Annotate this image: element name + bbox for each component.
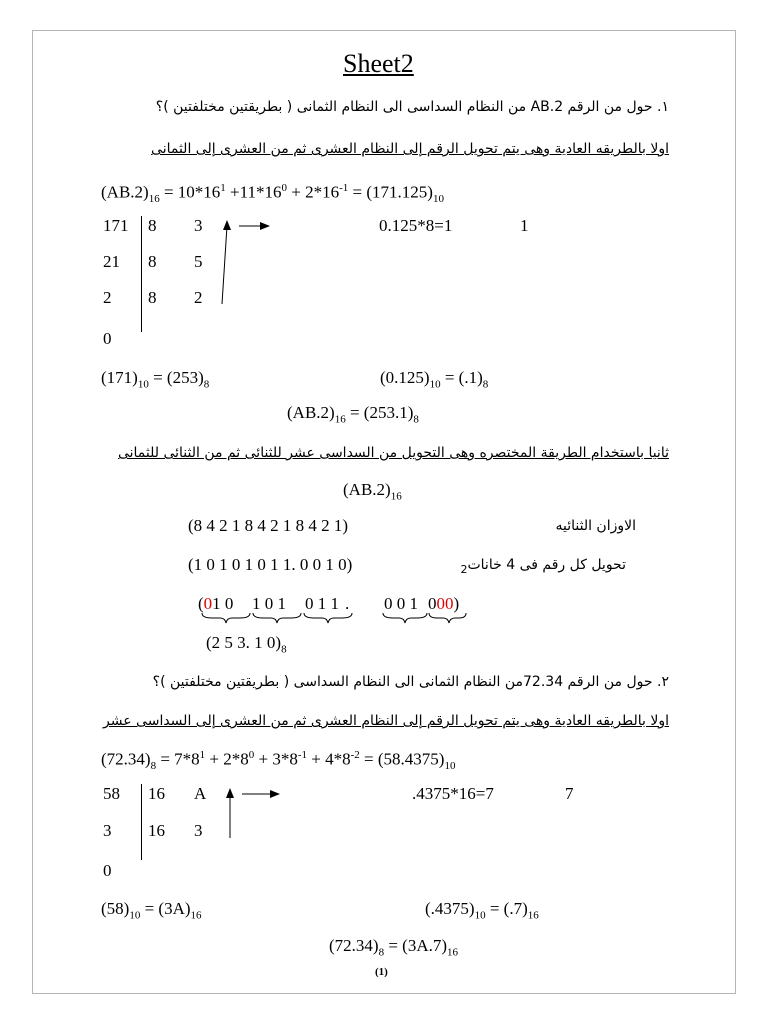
q1-fraction-digit: 1 xyxy=(520,216,529,235)
q1-binary: (1 0 1 0 1 0 1 1. 0 0 1 0) xyxy=(188,555,353,574)
q1-fraction-expr: 0.125*8=1 xyxy=(379,216,453,235)
q2-div-d2: 16 xyxy=(148,821,165,840)
q1-upward-arrow-icon xyxy=(212,218,272,308)
q2-result-frac: $(.4375)_{10} = (.7)_{16}$ xyxy=(425,899,539,922)
page-number: (1) xyxy=(375,966,388,978)
q2-question: ٢. حول من الرقم 72.34من النظام الثمانى الى النظام السداسى ( بطريقتين مختلفتين )؟ xyxy=(152,674,669,690)
q1-div-n2: 21 xyxy=(103,252,120,271)
q1-div-n3: 2 xyxy=(103,288,112,307)
q1-method2-heading: ثانيا باستخدام الطريقة المختصره وهى التحويل من السداسى عشر للثنائى ثم من الثنائى للثمانى xyxy=(117,445,669,461)
q1-group-3: 0 1 1 xyxy=(305,594,339,613)
q1-octal: (2 5 3. 1 $0)_8$ xyxy=(206,633,287,656)
q2-div-r2: 3 xyxy=(194,821,203,840)
q1-div-d3: 8 xyxy=(148,288,157,307)
q1-div-d1: 8 xyxy=(148,216,157,235)
q1-weights-label: الاوزان الثنائيه xyxy=(555,518,636,534)
q2-result-int: $(58)_{10} = (3A)_{16}$ xyxy=(101,899,202,922)
q1-method1-heading: اولا بالطريقه العادية وهى يتم تحويل الرقم إلى النظام العشرى ثم من العشرى إلى الثمانى xyxy=(151,141,669,157)
q2-final: $(72.34)_8 = (3A.7)_{16}$ xyxy=(329,936,459,959)
q2-div-r1: A xyxy=(194,784,207,803)
q1-final: $(AB.2)_{16} = (253.1)_8$ xyxy=(287,403,419,426)
q2-calc: $(72.34)_8 = 7*8^1 + 2*8^0 + 3*8^{-1} + 4*8^{-2} = (58.4375)_{10}$ xyxy=(101,749,456,773)
q1-div-r1: 3 xyxy=(194,216,203,235)
q2-division-bar xyxy=(141,784,142,860)
q1-calc: $(AB.2)_{16} = 10*16^1 +11*16^0 + 2*16^{-1} = (171.125)_{10}$ xyxy=(101,182,444,206)
q2-div-d1: 16 xyxy=(148,784,165,803)
q2-div-last: 0 xyxy=(103,861,112,880)
q2-method1-heading: اولا بالطريقه العادية وهى يتم تحويل الرقم إلى النظام العشرى ثم من العشرى إلى السداسى عشر xyxy=(103,713,669,729)
q1-question: ١. حول من الرقم AB.2 من النظام السداسى الى النظام الثمانى ( بطريقتين مختلفتين )؟ xyxy=(155,99,669,115)
q1-result-frac: $(0.125)_{10} = (.1)_8$ xyxy=(380,368,489,391)
q2-fraction-digit: 7 xyxy=(565,784,574,803)
q2-div-n1: 58 xyxy=(103,784,120,803)
q2-fraction-expr: .4375*16=7 xyxy=(412,784,494,803)
q1-weights: (8 4 2 1 8 4 2 1 8 4 2 1) xyxy=(188,516,349,535)
q1-number: $(AB.2)_{16}$ xyxy=(343,480,402,503)
q1-div-last: 0 xyxy=(103,329,112,348)
page-frame xyxy=(32,30,736,994)
q1-div-r2: 5 xyxy=(194,252,203,271)
q1-binary-label: تحويل كل رقم فى 4 خانات$_2$ xyxy=(460,557,626,576)
q2-upward-arrow-icon xyxy=(212,786,282,842)
q1-div-n1: 171 xyxy=(103,216,129,235)
q1-division-bar xyxy=(141,216,142,332)
q1-group-2: 1 0 1 xyxy=(252,594,286,613)
q1-div-r3: 2 xyxy=(194,288,203,307)
q1-group-dot: . xyxy=(345,594,350,613)
q1-group-braces xyxy=(200,611,470,627)
q2-div-n2: 3 xyxy=(103,821,112,840)
q1-result-int: $(171)_{10} = (253)_8$ xyxy=(101,368,210,391)
q1-grouped-binary: (01 0 xyxy=(198,594,234,613)
q1-div-d2: 8 xyxy=(148,252,157,271)
page-title: Sheet2 xyxy=(343,49,414,78)
q1-group-5: 000) xyxy=(428,594,460,613)
q1-group-4: 0 0 1 xyxy=(384,594,418,613)
